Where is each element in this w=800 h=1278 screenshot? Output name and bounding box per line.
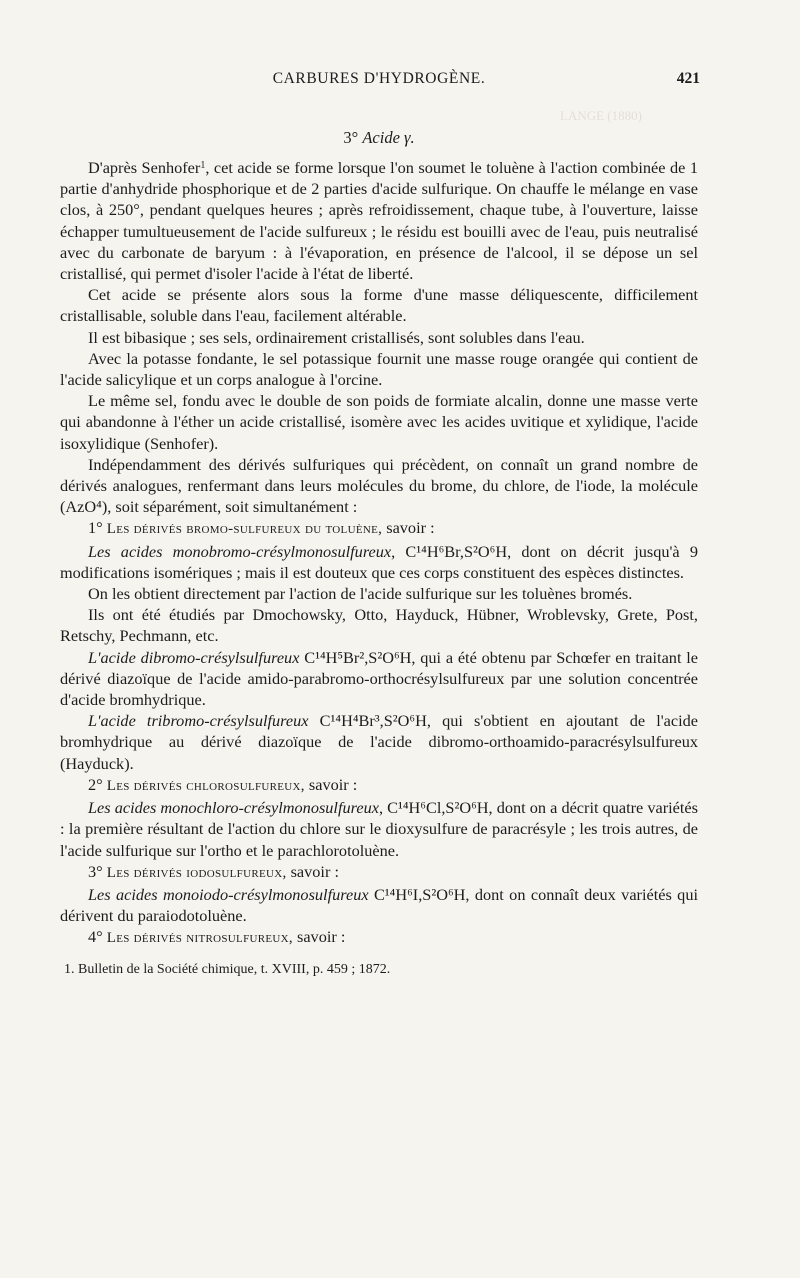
footnote-ref: 1 [200,160,206,171]
list-2-item-a [60,797,698,861]
paragraph-5: Le même sel, fondu avec le double de son poids de formiate alcalin, donne une masse verte qui abandonne à l'éther un acide cristallisé, isomère avec les acides uvitique et xylidique, l'acide isoxylidique (Senhofer). [60,391,698,453]
list-1-item-d-name: L'acide dibromo-crésylsulfureux [88,647,300,667]
section-title [60,128,698,148]
list-1-item-d-text: C¹⁴H⁵Br²,S²O⁶H, qui a été obtenu par Schœfer en traitant le dérivé diazoïque de l'acide amido-parabromo-orthocrésylsulfureux par une solution concentrée d'acide bromhydrique. [60,647,698,710]
list-1-item-d [60,647,698,711]
list-3-number: 3° [88,861,103,881]
list-3-tail: savoir : [286,861,339,881]
list-3-item-a-name: Les acides monoiodo-crésylmonosulfureux [88,884,369,904]
list-1-item-a [60,541,698,583]
paragraph-1-rest: , cet acide se forme lorsque l'on soumet le toluène à l'action combinée de 1 partie d'anhydride phosphorique et de 2 parties d'acide sulfurique. On chauffe le mélange en vase clos, à 250°, pendant quelques heures ; après refroidissement, chaque tube, à l'ouverture, laisse échapper tumultueusement de l'acide sulfureux ; le résidu est bouilli avec de l'eau, puis neutralisé avec du carbonate de baryum : à l'évaporation, en présence de l'alcool, il se dépose un sel cristallisé, qui permet d'isoler l'acide à l'état de liberté. [60,158,698,284]
list-1-item-b: On les obtient directement par l'action de l'acide sulfurique sur les toluènes bromés. [88,584,633,604]
footnote: 1. Bulletin de la Société chimique, t. XVIII, p. 459 ; 1872. [64,961,391,977]
list-4-tail: savoir : [292,927,346,947]
section-number: 3° [343,128,359,147]
list-1-heading [60,517,698,540]
list-3-item-a [60,884,698,926]
list-1-tail: savoir : [382,518,435,538]
list-3-heading [60,861,698,884]
list-1-item-c: Ils ont été étudiés par Dmochowsky, Otto, Hayduck, Hübner, Wroblevsky, Grete, Post, Retschy, Pechmann, etc. [60,605,698,646]
list-4-number: 4° [88,927,103,947]
list-2-item-a-text: , C¹⁴H⁶Cl,S²O⁶H, dont on a décrit quatre variétés : la première résultant de l'action du chlore sur le dioxysulfure de paracrésyle ; les trois autres, de l'acide sulfurique sur l'ortho et le parachlorotoluène. [60,798,698,860]
paragraph-1 [60,157,698,284]
paragraph-6: Indépendamment des dérivés sulfuriques qui précèdent, on connaît un grand nombre de dérivés analogues, renfermant dans leurs molécules du brome, du chlore, de l'iode, la molécule (AzO⁴), soit séparément, soit simultanément : [60,454,698,517]
page-header [60,68,698,94]
list-4-heading [60,926,698,949]
list-1-heading-text: Les dérivés bromo-sulfureux du toluène, [106,521,383,538]
section-title-text: Acide γ. [362,128,415,147]
list-2-number: 2° [88,774,103,794]
paragraph-2: Cet acide se présente alors sous la forme d'une masse déliquescente, difficilement cristallisable, soluble dans l'eau, facilement altérable. [60,285,698,326]
list-1-item-a-formula: , C¹⁴H⁶Br,S²O⁶H, [391,541,512,561]
running-head: CARBURES D'HYDROGÈNE. [272,70,486,87]
paragraph-3: Il est bibasique ; ses sels, ordinairement cristallisés, sont solubles dans l'eau. [88,327,585,347]
page-number: 421 [676,70,700,87]
list-2-tail: savoir : [304,774,358,794]
list-1-item-e-name: L'acide tribromo-crésylsulfureux [88,711,309,731]
list-2-heading [60,774,698,797]
list-4-heading-text: Les dérivés nitrosulfureux, [106,930,293,947]
paragraph-4: Avec la potasse fondante, le sel potassique fournit une masse rouge orangée qui contient de l'acide salicylique et un corps analogue à l'orcine. [60,348,698,390]
list-1-item-a-name: Les acides monobromo-crésylmonosulfureux [88,541,392,561]
list-2-heading-text: Les dérivés chlorosulfureux, [106,777,305,794]
list-2-item-a-name: Les acides monochloro-crésylmonosulfureux [88,798,379,818]
list-1-number: 1° [88,518,103,538]
list-1-item-e-text: C¹⁴H⁴Br³,S²O⁶H, qui s'obtient en ajoutant de l'acide bromhydrique au dérivé diazoïque de l'acide dibromo-orthoamido-paracrésylsulfureux (Hayduck). [60,711,698,773]
page [60,68,698,979]
list-1-item-e [60,710,698,774]
paragraph-1-start: D'après Senhofer [88,158,201,177]
list-1-item-a-text: dont on décrit jusqu'à 9 modifications isomériques ; mais il est douteux que ces corps constituent des espèces distinctes. [60,541,698,582]
bleed-through-text: LANGE (1880) [560,108,642,123]
list-3-item-a-text: C¹⁴H⁶I,S²O⁶H, dont on connaît deux variétés qui dérivent du paraiodotoluène. [60,884,698,926]
list-3-heading-text: Les dérivés iodosulfureux, [106,864,287,881]
